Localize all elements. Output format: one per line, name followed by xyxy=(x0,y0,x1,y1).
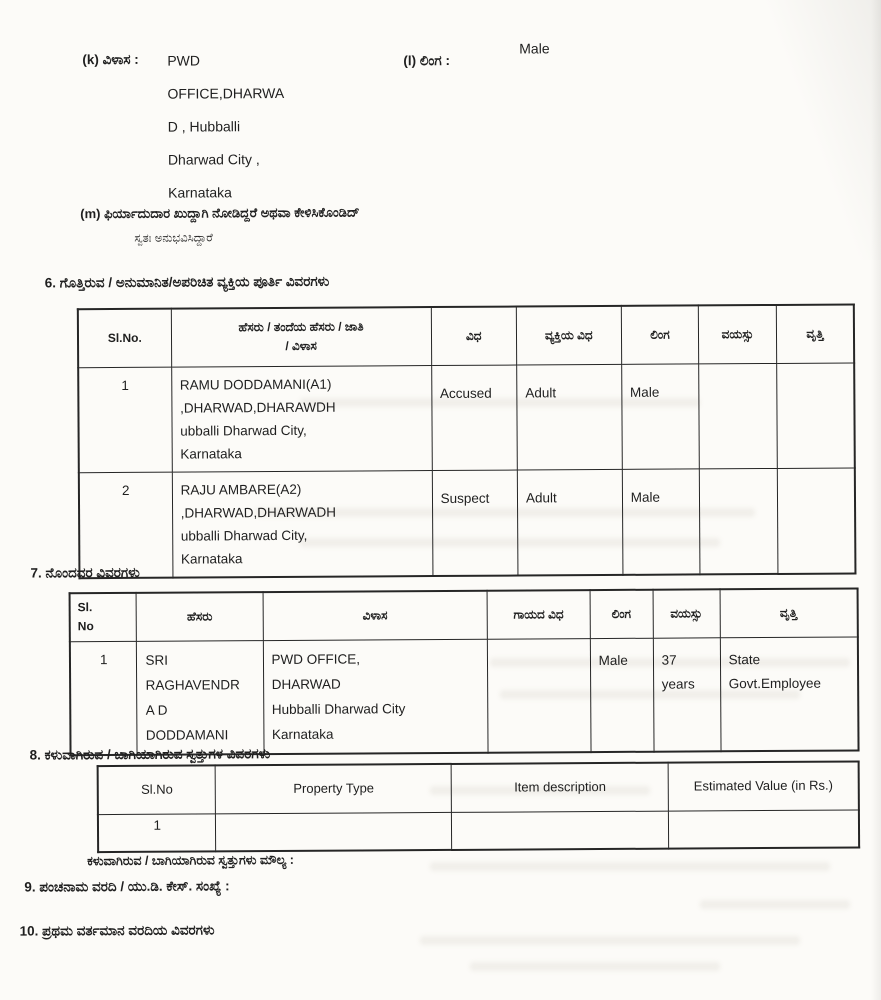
cell-occupation xyxy=(777,362,855,467)
col-header-slno: Sl.No. xyxy=(78,309,171,368)
section8-property-value-line: ಕಳುವಾಗಿರುವ / ಬಾಗಿಯಾಗಿರುವ ಸ್ವತ್ತುಗಳು ಮೌಲ್ಯ : xyxy=(87,852,294,869)
cell-name: SRI RAGHAVENDR A D DODDAMANI xyxy=(137,640,264,754)
col-header-address: ವಿಳಾಸ xyxy=(263,591,488,640)
section7-title: 7. ನೊಂದವರ ವಿವರಗಳು xyxy=(30,564,140,581)
cell-item-description xyxy=(452,811,669,850)
table-header-row xyxy=(70,588,858,641)
field-k-address-label: (k) ವಿಳಾಸ : xyxy=(82,51,139,68)
table-header-row xyxy=(78,304,854,367)
cell-property-type xyxy=(216,812,452,851)
table-row xyxy=(70,636,859,754)
cell-age: 37 years xyxy=(653,637,721,751)
col-header-name: ಹೆಸರು / ತಂದೆಯ ಹೆಸರು / ಜಾತಿ / ವಿಳಾಸ xyxy=(171,307,431,367)
cell-estimated-value xyxy=(669,809,859,848)
col-header-gender: ಲಿಂಗ xyxy=(590,590,653,638)
section8-property-table xyxy=(97,760,861,852)
table-header-row xyxy=(98,761,859,814)
section6-known-suspects-table xyxy=(77,303,857,578)
col-header-estimated-value: Estimated Value (in Rs.) xyxy=(668,761,859,810)
cell-type: Accused xyxy=(431,365,517,471)
field-m-complainant-value: ಸ್ವತಃ ಅನುಭವಿಸಿದ್ದಾರೆ xyxy=(134,232,213,245)
field-k-address-value: PWD OFFICE,DHARWA D , Hubballi Dharwad City , Karnataka xyxy=(167,52,285,201)
cell-age xyxy=(699,363,777,468)
col-header-gender: ಲಿಂಗ xyxy=(621,305,699,363)
cell-injury-type xyxy=(487,638,590,752)
col-header-name: ಹೆಸರು xyxy=(137,592,263,641)
section9-title: 9. ಪಂಚನಾಮ ವರದಿ / ಯು.ಡಿ. ಕೇಸ್. ಸಂಖ್ಯೆ : xyxy=(24,878,230,895)
col-header-slno: Sl.No xyxy=(98,765,216,814)
table-row xyxy=(79,467,856,577)
col-header-type: ವಿಧ xyxy=(431,307,517,366)
section6-title: 6. ಗೊತ್ತಿರುವ / ಅನುಮಾನಿತ/ಅಪರಿಚಿತ ವ್ಯಕ್ತಿಯ ಪೂರ್ತಿ ವಿವರಗಳು xyxy=(44,273,330,291)
col-header-person-type: ವ್ಯಕ್ತಿಯ ವಿಧ xyxy=(516,306,621,365)
table-row xyxy=(78,362,855,472)
cell-name: RAJU AMBARE(A2) ,DHARWAD,DHARWADH ubballi Dharwad City, Karnataka xyxy=(172,470,433,577)
cell-occupation: State Govt.Employee xyxy=(720,636,859,750)
col-header-injury-type: ಗಾಯದ ವಿಧ xyxy=(487,590,590,639)
col-header-age: ವಯಸ್ಸು xyxy=(699,305,777,363)
cell-slno: 1 xyxy=(78,367,172,473)
cell-gender: Male xyxy=(622,468,700,574)
cell-person-type: Adult xyxy=(517,364,622,470)
cell-address: PWD OFFICE, DHARWAD Hubballi Dharwad City Karnataka xyxy=(263,639,488,754)
col-header-occupation: ವೃತ್ತಿ xyxy=(720,588,858,637)
cell-type: Suspect xyxy=(432,470,518,576)
cell-person-type: Adult xyxy=(517,469,622,575)
col-header-slno: Sl. No xyxy=(70,593,137,641)
cell-occupation xyxy=(777,467,855,573)
section10-title: 10. ಪ್ರಥಮ ವರ್ತಮಾನ ವರದಿಯ ವಿವರಗಳು xyxy=(19,922,215,939)
table-row xyxy=(98,809,859,851)
cell-gender: Male xyxy=(590,638,654,752)
col-header-item-description: Item description xyxy=(451,763,668,812)
col-header-age: ವಯಸ್ಸು xyxy=(653,589,720,637)
cell-slno: 1 xyxy=(70,641,138,755)
cell-slno: 2 xyxy=(79,472,173,578)
section8-title: 8. ಕಳುವಾಗಿರುವ / ಬಾಗಿಯಾಗಿರುವ ಸ್ವತ್ತುಗಳ ವಿವರಗಳು xyxy=(29,746,271,763)
cell-slno: 1 xyxy=(98,813,216,851)
field-m-complainant-label: (m) ಫಿರ್ಯಾದುದಾರ ಖುದ್ದಾಗಿ ನೋಡಿದ್ದರೆ ಅಥವಾ ಕೇಳಿಸಿಕೊಂಡಿದ್ xyxy=(80,204,360,222)
section7-victims-table xyxy=(69,587,860,755)
cell-name: RAMU DODDAMANI(A1) ,DHARWAD,DHARAWDH ubballi Dharwad City, Karnataka xyxy=(171,365,432,472)
col-header-property-type: Property Type xyxy=(216,764,452,813)
field-l-gender-value: Male xyxy=(519,40,550,57)
cell-gender: Male xyxy=(621,363,699,468)
col-header-occupation: ವೃತ್ತಿ xyxy=(776,304,854,362)
cell-age xyxy=(700,468,778,574)
field-l-gender-label: (l) ಲಿಂಗ : xyxy=(403,52,450,69)
